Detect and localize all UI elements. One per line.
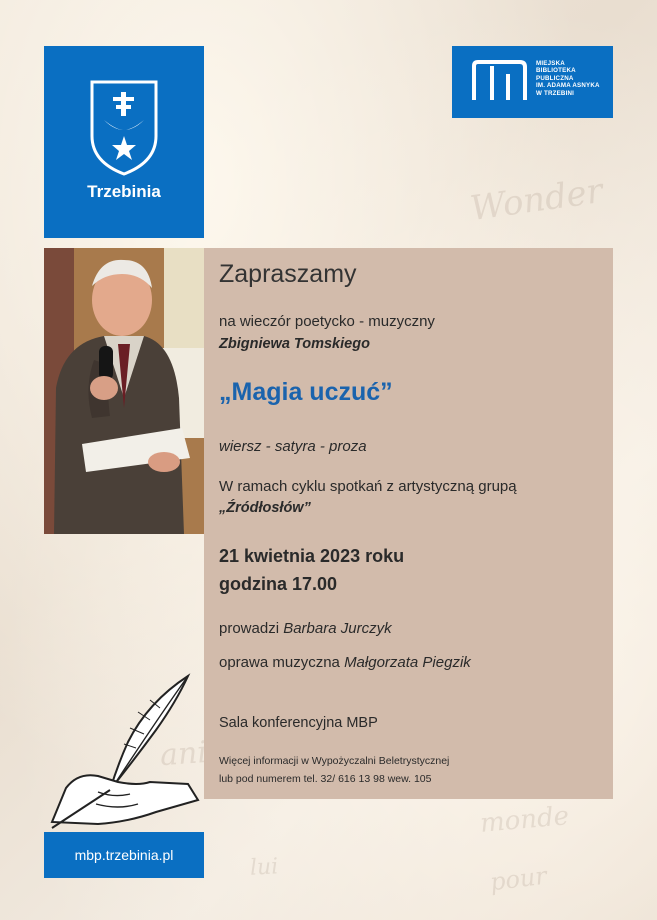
info-line-1: Więcej informacji w Wypożyczalni Beletrystycznej xyxy=(219,755,450,767)
music-label: oprawa muzyczna xyxy=(219,654,340,671)
event-time: godzina 17.00 xyxy=(219,574,338,594)
music-line xyxy=(219,654,471,671)
coat-of-arms-icon xyxy=(86,78,162,178)
cycle-text: W ramach cyklu spotkań z artystyczną grupą xyxy=(219,478,517,495)
group-name: „Źródłosłów” xyxy=(219,500,311,516)
event-type: na wieczór poetycko - muzyczny xyxy=(219,313,435,330)
city-name: Trzebinia xyxy=(87,182,161,201)
library-logo[interactable] xyxy=(452,46,613,118)
library-name: MIEJSKA BIBLIOTEKA PUBLICZNA IM. ADAMA ASNYKA W TRZEBINI xyxy=(536,60,600,97)
venue: Sala konferencyjna MBP xyxy=(219,715,378,731)
event-date: 21 kwietnia 2023 roku xyxy=(219,546,405,566)
background-script: pour xyxy=(488,861,549,897)
host-label: prowadzi xyxy=(219,620,280,637)
quill-hand-icon xyxy=(38,672,203,832)
invite-heading: Zapraszamy xyxy=(219,260,357,288)
music-name: Małgorzata Piegzik xyxy=(344,654,471,671)
background-script: lui xyxy=(249,854,279,881)
trzebinia-logo[interactable] xyxy=(44,46,204,238)
author-name: Zbigniewa Tomskiego xyxy=(219,336,370,352)
info-line-2: lub pod numerem tel. 32/ 616 13 98 wew. 105 xyxy=(219,773,432,785)
genres: wiersz - satyra - proza xyxy=(219,438,367,455)
poet-photo xyxy=(44,248,204,534)
background-script: Wonder xyxy=(467,170,606,230)
library-m-icon xyxy=(470,60,528,104)
background-script: monde xyxy=(478,801,571,839)
website-link[interactable]: mbp.trzebinia.pl xyxy=(44,832,204,878)
host-line xyxy=(219,620,392,637)
event-title: „Magia uczuć” xyxy=(219,378,393,406)
host-name: Barbara Jurczyk xyxy=(283,620,392,637)
